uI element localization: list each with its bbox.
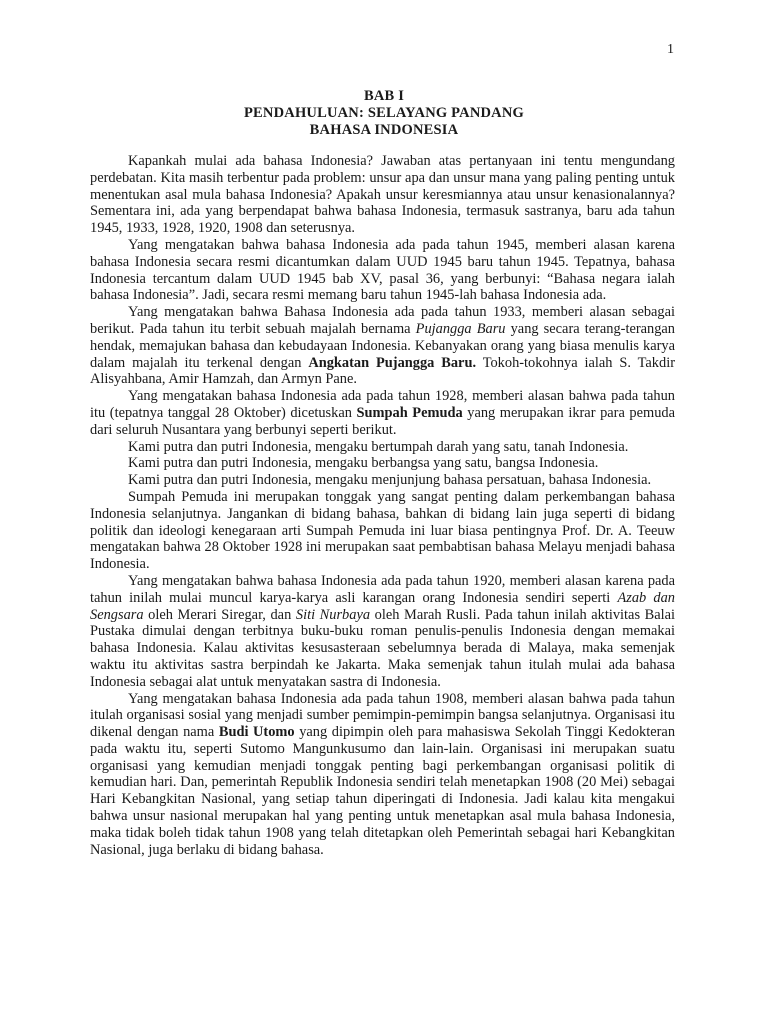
paragraph-4	[90, 388, 675, 438]
paragraph-3	[90, 304, 675, 388]
term-angkatan-pujangga-baru: Angkatan Pujangga Baru.	[308, 354, 477, 371]
chapter-heading	[0, 88, 768, 139]
paragraph-6-text-b: oleh Merari Siregar, dan	[143, 606, 296, 623]
paragraph-7-text-b: yang dipimpin oleh para mahasiswa Sekolah Tinggi Kedokteran pada waktu itu, seperti Sutomo Mangunkusumo dan lain-lain. Organisasi ini merupakan suatu organisasi yang kemudian menjadi tonggak penting bagi perkembangan organisasi politik di kemudian hari. Dan, pemerintah Republik Indonesia sendiri telah menetapkan 1908 (20 Mei) sebagai Hari Kebangkitan Nasional, yang setiap tahun diperingati di Indonesia. Jadi kalau kita mengakui bahwa unsur nasional merupakan hal yang penting untuk menetapkan asal mula bahasa Indonesia, maka tidak boleh tidak tahun 1908 yang telah ditetapkan oleh Pemerintah sebagai hari Kebangkitan Nasional, juga berlaku di bidang bahasa.	[90, 724, 676, 858]
chapter-title-line-2: BAHASA INDONESIA	[309, 122, 459, 138]
paragraph-4-text-a: Yang mengatakan bahasa Indonesia ada pada tahun 1928, memberi alasan bahwa pada tahun itu (tepatnya tanggal 28 Oktober) dicetuskan	[90, 388, 675, 421]
chapter-label: BAB I	[363, 88, 405, 104]
paragraph-7-text-a: Yang mengatakan bahasa Indonesia ada pada tahun 1908, memberi alasan bahwa pada tahun itulah organisasi sosial yang menjadi sumber pemimpin-pemimpin bangsa selanjutnya. Organisasi itu dikenal dengan nama	[90, 690, 675, 741]
paragraph-2: Yang mengatakan bahwa bahasa Indonesia ada pada tahun 1945, memberi alasan karena bahasa Indonesia secara resmi dicantumkan dalam UUD 1945 baru tahun 1945. Tepatnya, bahasa Indonesia tercantum dalam UUD 1945 bab XV, pasal 36, yang berbunyi: “Bahasa negara ialah bahasa Indonesia”. Jadi, secara resmi memang baru tahun 1945-lah bahasa Indonesia ada.	[90, 236, 675, 304]
chapter-title-line-1: PENDAHULUAN: SELAYANG PANDANG	[244, 105, 524, 121]
paragraph-3-text-a: Yang mengatakan bahwa Bahasa Indonesia ada pada tahun 1933, memberi alasan sebagai berikut. Pada tahun itu terbit sebuah majalah bernama	[90, 304, 675, 337]
paragraph-6-text-a: Yang mengatakan bahwa bahasa Indonesia ada pada tahun 1920, memberi alasan karena pada tahun inilah mulai muncul karya-karya asli karangan orang Indonesia sendiri seperti	[90, 572, 675, 606]
document-body	[90, 153, 675, 858]
book-title-siti-nurbaya: Siti Nurbaya	[295, 606, 371, 623]
book-title-azab-dan-sengsara: Azab dan Sengsara	[90, 589, 675, 623]
page-number: 1	[667, 42, 674, 57]
paragraph-5: Sumpah Pemuda ini merupakan tonggak yang sangat penting dalam perkembangan bahasa Indonesia selanjutnya. Jangankan di bidang bahasa, bahkan di bidang lain juga seperti di bidang politik dan ideologi kenegaraan arti Sumpah Pemuda ini luar biasa pentingnya Prof. Dr. A. Teeuw mengatakan bahwa 28 Oktober 1928 ini merupakan saat pembabtisan bahasa Melayu menjadi bahasa Indonesia.	[90, 488, 675, 573]
paragraph-3-text-c: Tokoh-tokohnya ialah S. Takdir Alisyahbana, Amir Hamzah, dan Armyn Pane.	[90, 354, 675, 388]
paragraph-3-text-b: yang secara terang-terangan hendak, memajukan bahasa dan kebudayaan Indonesia. Kebanyakan orang yang biasa menulis karya dalam majalah itu terkenal dengan	[90, 320, 675, 371]
term-budi-utomo: Budi Utomo	[218, 724, 295, 741]
oath-line-1: Kami putra dan putri Indonesia, mengaku bertumpah darah yang satu, tanah Indonesia.	[128, 438, 629, 455]
paragraph-6-text-c: oleh Marah Rusli. Pada tahun inilah aktivitas Balai Pustaka dimulai dengan terbitnya buku-buku roman penulis-penulis Indonesia dengan memakai bahasa Indonesia. Kalau aktivitas kesusasteraan sebelumnya berada di Malaya, maka semenjak waktu itu aktivitas sastra berpindah ke Jakarta. Maka semenjak tahun itulah mulai ada bahasa Indonesia sebagai alat untuk menyatakan sastra di Indonesia.	[90, 606, 676, 690]
oath-line-2: Kami putra dan putri Indonesia, mengaku berbangsa yang satu, bangsa Indonesia.	[128, 455, 599, 472]
magazine-title-pujangga-baru: Pujangga Baru	[415, 320, 506, 337]
paragraph-4-text-b: yang merupakan ikrar para pemuda dari seluruh Nusantara yang berbunyi seperti berikut.	[90, 404, 675, 438]
paragraph-7	[90, 691, 675, 859]
oath-line-3: Kami putra dan putri Indonesia, mengaku menjunjung bahasa persatuan, bahasa Indonesia.	[128, 472, 652, 489]
term-sumpah-pemuda: Sumpah Pemuda	[356, 404, 463, 421]
paragraph-1: Kapankah mulai ada bahasa Indonesia? Jawaban atas pertanyaan ini tentu mengundang perdebatan. Kita masih terbentur pada problem: unsur apa dan unsur mana yang paling penting untuk menentukan asal mula bahasa Indonesia? Apakah unsur keresmiannya atau unsur kenasionalannya? Sementara ini, ada yang berpendapat bahwa bahasa Indonesia, termasuk sastranya, baru ada tahun 1945, 1933, 1928, 1920, 1908 dan seterusnya.	[90, 153, 675, 237]
paragraph-6	[90, 573, 675, 691]
